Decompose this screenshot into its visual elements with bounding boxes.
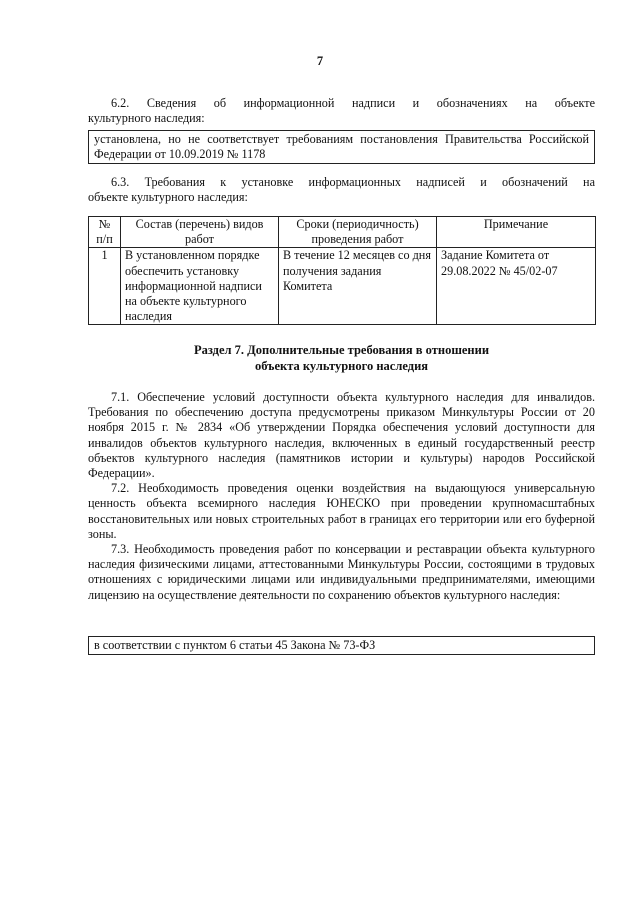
table-header-cell: Сроки (периодичность) проведения работ — [279, 217, 437, 248]
section-7-heading-line2: объекта культурного наследия — [254, 359, 429, 373]
section-7-answer-box — [88, 636, 595, 655]
table-header-row — [89, 217, 596, 248]
table-cell: В течение 12 месяцев со дня получения задания Комитета — [279, 248, 437, 325]
section-6-3-title-line2: объекте культурного наследия: — [88, 190, 248, 205]
section-6-2-title-line2: культурного наследия: — [88, 111, 205, 126]
table-header-cell: Состав (перечень) видов работ — [121, 217, 279, 248]
table-cell: В установленном порядке обеспечить установку информационной надписи на объекте культурного наследия — [121, 248, 279, 325]
section-6-2-title-line1: 6.2. Сведения об информационной надписи и обозначениях на объекте — [111, 96, 595, 110]
section-7-answer-text: в соответствии с пунктом 6 статьи 45 Закона № 73-ФЗ — [94, 638, 376, 652]
section-6-3 — [88, 175, 595, 205]
section-7-heading — [88, 342, 595, 374]
paragraph-7-2: 7.2. Необходимость проведения оценки воздействия на выдающуюся универсальную ценность объекта всемирного наследия ЮНЕСКО при проведении крупномасштабных восстановительных или новых строительных работ в границах его территории или его буферной зоны. — [88, 481, 595, 541]
section-7-body — [88, 390, 595, 603]
section-6-2-answer-text: установлена, но не соответствует требованиям постановления Правительства Российской Федерации от 10.09.2019 № 1178 — [94, 132, 589, 162]
table-header-cell: № п/п — [89, 217, 121, 248]
section-6-2 — [88, 96, 595, 126]
table-cell: 1 — [89, 248, 121, 325]
section-6-3-title-line1: 6.3. Требования к установке информационных надписей и обозначений на — [111, 175, 595, 189]
section-6-2-answer-box — [88, 130, 595, 164]
page-number: 7 — [316, 54, 324, 68]
requirements-table — [88, 216, 596, 325]
paragraph-7-1: 7.1. Обеспечение условий доступности объекта культурного наследия для инвалидов. Требования по обеспечению доступа предусмотрены приказом Минкультуры России от 20 ноября 2015 г. № 2834 «Об утверждении Порядка обеспечения условий доступности для инвалидов объектов культурного наследия, включенных в единый государственный реестр объектов культурного наследия (памятников истории и культуры) народов Российской Федерации». — [88, 390, 595, 481]
table-cell: Задание Комитета от 29.08.2022 № 45/02-07 — [437, 248, 596, 325]
table-row — [89, 248, 596, 325]
paragraph-7-3: 7.3. Необходимость проведения работ по консервации и реставрации объекта культурного наследия физическими лицами, аттестованными Минкультуры России, состоящими в трудовых отношениях с юридическими лицами или индивидуальными предпринимателями, имеющими лицензию на осуществление деятельности по сохранению объектов культурного наследия: — [88, 542, 595, 602]
requirements-table-wrap — [88, 216, 595, 325]
table-header-cell: Примечание — [437, 217, 596, 248]
section-7-heading-line1: Раздел 7. Дополнительные требования в отношении — [193, 343, 490, 357]
